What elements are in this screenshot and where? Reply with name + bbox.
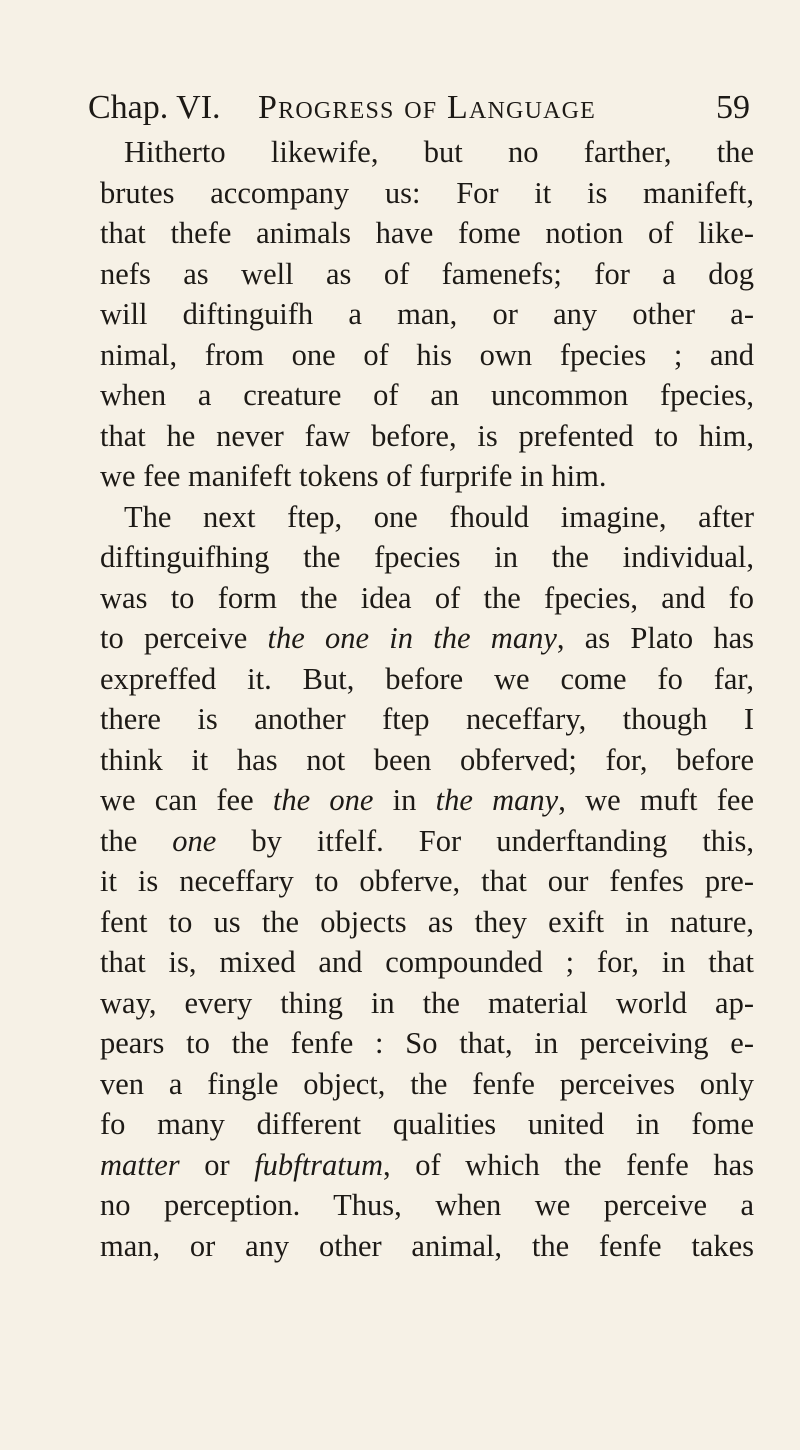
text-line: was to form the idea of the fpecies, and fo [100, 580, 754, 615]
text-line: when a creature of an uncommon fpecies, [100, 378, 754, 412]
page-number: 59 [716, 89, 750, 126]
text-line: ven a fingle object, the fenfe perceives only [100, 1066, 754, 1101]
text-line: way, every thing in the material world ap- [100, 985, 754, 1020]
text-line: expreffed it. But, before we come fo far, [100, 661, 754, 696]
text-line: to perceive the one in the many, as Plato has [100, 621, 754, 655]
text-line: there is another ftep neceffary, though I [100, 702, 754, 736]
text-line: it is neceffary to obferve, that our fenfes pre- [100, 864, 754, 898]
text-line: matter or fubftratum, of which the fenfe has [100, 1147, 754, 1182]
text-line: brutes accompany us: For it is manifeft, [100, 175, 754, 210]
text-line: man, or any other animal, the fenfe takes [100, 1228, 754, 1263]
text-line: fo many different qualities united in fome [100, 1107, 754, 1141]
text-line: will diftinguifh a man, or any other a- [100, 297, 754, 331]
text-line: no perception. Thus, when we perceive a [100, 1188, 754, 1222]
text-line: Hitherto likewife, but no farther, the [124, 135, 754, 169]
body-text [100, 132, 754, 1266]
text-line: the one by itfelf. For underftanding this, [100, 823, 755, 858]
text-line: diftinguifhing the fpecies in the individual, [100, 540, 754, 574]
text-line: that he never faw before, is prefented to him, [100, 418, 754, 453]
chapter-label: Chap. VI. [88, 89, 221, 126]
text-line: The next ftep, one fhould imagine, after [124, 499, 754, 534]
text-line: fent to us the objects as they exift in nature, [100, 904, 754, 939]
text-line: think it has not been obferved; for, before [100, 742, 754, 777]
text-line: nefs as well as of famenefs; for a dog [100, 256, 754, 291]
text-line: nimal, from one of his own fpecies ; and [100, 337, 754, 372]
text-line: that thefe animals have fome notion of like- [100, 216, 754, 250]
running-title: Progress of Language [258, 89, 597, 126]
text-line: pears to the fenfe : So that, in perceiving e- [100, 1026, 754, 1060]
text-line: we fee manifeft tokens of furprife in him. [100, 459, 607, 493]
text-line: that is, mixed and compounded ; for, in that [100, 945, 754, 979]
text-line: we can fee the one in the many, we muft fee [100, 783, 754, 817]
running-header [88, 83, 750, 133]
